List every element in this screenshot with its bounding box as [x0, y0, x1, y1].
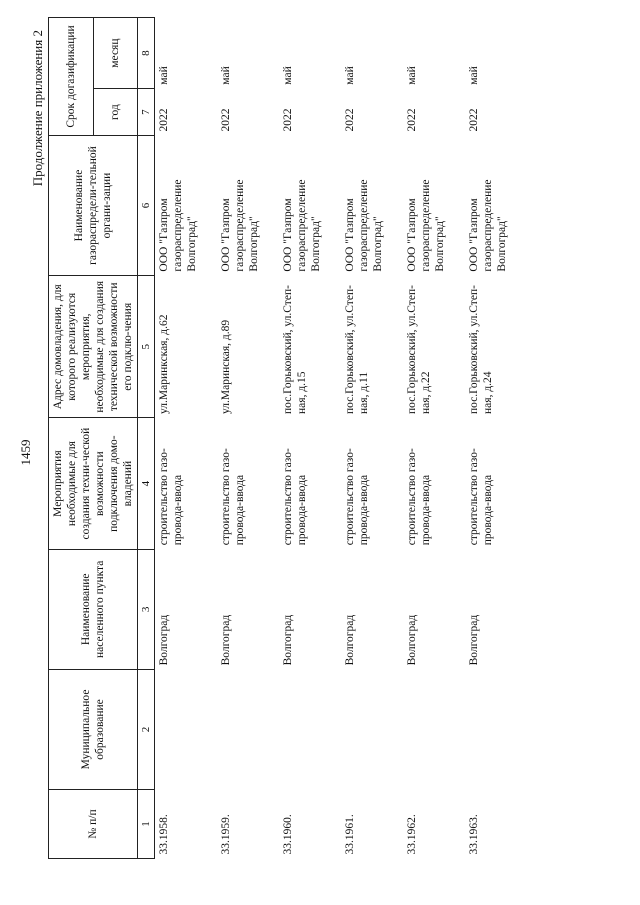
- row-measure: строительство газо-провода-ввода: [344, 448, 370, 546]
- row-municipality: [341, 669, 403, 789]
- continuation-label: Продолжение приложения 2: [30, 30, 45, 187]
- col-number: 6: [138, 135, 155, 275]
- row-settlement: Волгоград: [282, 614, 294, 666]
- col-number: 4: [138, 418, 155, 549]
- row-year: 2022: [158, 108, 170, 132]
- col-number: 3: [138, 549, 155, 669]
- row-measure: строительство газо-провода-ввода: [406, 448, 432, 546]
- col-number: 8: [138, 18, 155, 89]
- page-number: 1459: [18, 439, 33, 466]
- table-body: [155, 18, 528, 859]
- header-gdo: Наименование газораспредели-тельной органи-зации: [49, 135, 138, 275]
- row-gdo: ООО "Газпром газораспределение Волгоград": [220, 179, 260, 272]
- table-row: [279, 18, 341, 859]
- row-gdo: ООО "Газпром газораспределение Волгоград": [344, 179, 384, 272]
- header-settlement: Наименование населенного пункта: [49, 549, 138, 669]
- row-measure: строительство газо-провода-ввода: [220, 448, 246, 546]
- col-number: 2: [138, 669, 155, 789]
- gasification-table: [48, 17, 527, 859]
- row-month: май: [468, 66, 480, 85]
- header-term: Срок догазификации: [49, 18, 94, 136]
- header-num: № п/п: [49, 790, 138, 859]
- row-municipality: [403, 669, 465, 789]
- row-num: 33.1961.: [344, 814, 356, 855]
- row-gdo: ООО "Газпром газораспределение Волгоград": [282, 179, 322, 272]
- row-gdo: ООО "Газпром газораспределение Волгоград": [406, 179, 446, 272]
- header-month: месяц: [93, 18, 138, 89]
- header-year: год: [93, 89, 138, 136]
- row-gdo: ООО "Газпром газораспределение Волгоград": [158, 179, 198, 272]
- row-settlement: Волгоград: [220, 614, 232, 666]
- row-gdo: ООО "Газпром газораспределение Волгоград": [468, 179, 508, 272]
- row-num: 33.1960.: [282, 814, 294, 855]
- header-address: Адрес домовладения, для которого реализуются мероприятия, необходимые для создания технической возможности его подклю-чения: [49, 276, 138, 418]
- row-address: ул.Маринкская, д.62: [158, 314, 170, 414]
- row-year: 2022: [468, 108, 480, 132]
- row-year: 2022: [344, 108, 356, 132]
- row-address: ул.Маринская, д.89: [220, 319, 232, 414]
- row-num: 33.1963.: [468, 814, 480, 855]
- header-measures: Мероприятия необходимые для создания техни-ческой возможности подключения домо-владений: [49, 418, 138, 549]
- col-number: 1: [138, 790, 155, 859]
- row-municipality: [465, 669, 527, 789]
- row-municipality: [217, 669, 279, 789]
- row-municipality: [279, 669, 341, 789]
- col-number: 7: [138, 89, 155, 136]
- header-municipality: Муниципальное образование: [49, 669, 138, 789]
- row-address: пос.Горьковский, ул.Степ-ная, д.11: [344, 285, 370, 414]
- row-municipality: [155, 669, 218, 789]
- row-month: май: [282, 66, 294, 85]
- row-year: 2022: [282, 108, 294, 132]
- row-num: 33.1958.: [158, 814, 170, 855]
- row-measure: строительство газо-провода-ввода: [158, 448, 184, 546]
- table-row: [217, 18, 279, 859]
- table-row: [465, 18, 527, 859]
- row-measure: строительство газо-провода-ввода: [282, 448, 308, 546]
- row-num: 33.1959.: [220, 814, 232, 855]
- table-row: [155, 18, 218, 859]
- row-month: май: [406, 66, 418, 85]
- row-month: май: [158, 66, 170, 85]
- row-measure: строительство газо-провода-ввода: [468, 448, 494, 546]
- row-num: 33.1962.: [406, 814, 418, 855]
- row-month: май: [344, 66, 356, 85]
- row-settlement: Волгоград: [468, 614, 480, 666]
- row-settlement: Волгоград: [406, 614, 418, 666]
- row-address: пос.Горьковский, ул.Степ-ная, д.15: [282, 285, 308, 414]
- table-row: [403, 18, 465, 859]
- row-address: пос.Горьковский, ул.Степ-ная, д.22: [406, 285, 432, 414]
- row-year: 2022: [220, 108, 232, 132]
- row-settlement: Волгоград: [344, 614, 356, 666]
- row-year: 2022: [406, 108, 418, 132]
- row-settlement: Волгоград: [158, 614, 170, 666]
- col-number: 5: [138, 276, 155, 418]
- table-row: [341, 18, 403, 859]
- row-address: пос.Горьковский, ул.Степ-ная, д.24: [468, 285, 494, 414]
- row-month: май: [220, 66, 232, 85]
